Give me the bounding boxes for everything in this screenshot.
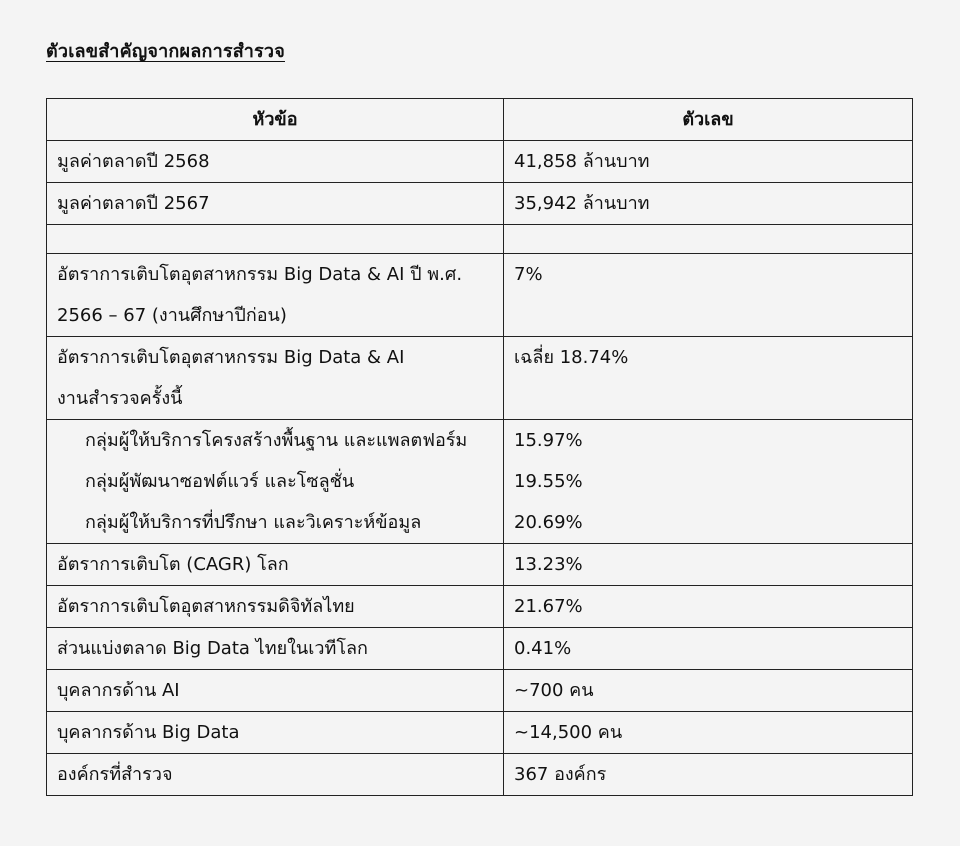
figure-text: 19.55% (514, 471, 583, 492)
figure-cell (504, 183, 913, 225)
topic-text: มูลค่าตลาดปี 2568 (57, 151, 210, 172)
topic-text: อัตราการเติบโต (CAGR) โลก (57, 554, 289, 575)
table-row (47, 712, 913, 754)
summary-table (46, 98, 913, 796)
topic-text: ส่วนแบ่งตลาด Big Data ไทยในเวทีโลก (57, 638, 368, 659)
topic-cell (47, 254, 504, 337)
column-header-topic: หัวข้อ (47, 99, 504, 141)
figure-text: 0.41% (514, 638, 572, 659)
table-row (47, 544, 913, 586)
figure-text: 7% (514, 264, 543, 285)
figure-cell (504, 141, 913, 183)
topic-cell (47, 183, 504, 225)
column-header-figure: ตัวเลข (504, 99, 913, 141)
topic-cell (47, 754, 504, 796)
figure-text: 41,858 ล้านบาท (514, 151, 650, 172)
topic-text: องค์กรที่สำรวจ (57, 764, 173, 785)
figure-cell (504, 670, 913, 712)
topic-cell (47, 712, 504, 754)
figure-cell (504, 586, 913, 628)
table-row (47, 141, 913, 183)
topic-text: กลุ่มผู้ให้บริการโครงสร้างพื้นฐาน และแพลตฟอร์ม (85, 430, 468, 451)
topic-cell (47, 586, 504, 628)
table-row (47, 337, 913, 420)
figure-cell (504, 754, 913, 796)
table-row (47, 183, 913, 225)
topic-text: งานสำรวจครั้งนี้ (57, 388, 183, 409)
table-row (47, 754, 913, 796)
topic-text: อัตราการเติบโตอุตสาหกรรม Big Data & AI ปี พ.ศ. (57, 264, 463, 285)
figure-text: 21.67% (514, 596, 583, 617)
figure-cell (504, 712, 913, 754)
figure-cell (504, 544, 913, 586)
topic-text: กลุ่มผู้ให้บริการที่ปรึกษา และวิเคราะห์ข้อมูล (85, 512, 422, 533)
figure-text: 367 องค์กร (514, 764, 607, 785)
figure-cell (504, 628, 913, 670)
topic-cell (47, 544, 504, 586)
table-row (47, 628, 913, 670)
table-row-spacer (47, 225, 913, 254)
topic-text: มูลค่าตลาดปี 2567 (57, 193, 210, 214)
table-row (47, 586, 913, 628)
figure-text: 15.97% (514, 430, 583, 451)
figure-text: เฉลี่ย 18.74% (514, 347, 629, 368)
figure-text: 35,942 ล้านบาท (514, 193, 650, 214)
topic-cell (47, 337, 504, 420)
topic-text: อัตราการเติบโตอุตสาหกรรมดิจิทัลไทย (57, 596, 355, 617)
topic-text: 2566 – 67 (งานศึกษาปีก่อน) (57, 305, 287, 326)
topic-cell (47, 141, 504, 183)
document-heading: ตัวเลขสำคัญจากผลการสำรวจ (46, 41, 285, 62)
topic-text: บุคลากรด้าน Big Data (57, 722, 240, 743)
figure-text: ~700 คน (514, 680, 594, 701)
figure-text: 13.23% (514, 554, 583, 575)
figure-cell (504, 337, 913, 420)
topic-cell (47, 670, 504, 712)
figure-text: 20.69% (514, 512, 583, 533)
table-row (47, 670, 913, 712)
topic-cell (47, 420, 504, 544)
topic-text: บุคลากรด้าน AI (57, 680, 180, 701)
table-body (47, 141, 913, 796)
topic-text: อัตราการเติบโตอุตสาหกรรม Big Data & AI (57, 347, 405, 368)
topic-cell (47, 225, 504, 254)
table-header-row (47, 99, 913, 141)
figure-text: ~14,500 คน (514, 722, 623, 743)
figure-cell (504, 420, 913, 544)
table-row (47, 420, 913, 544)
topic-cell (47, 628, 504, 670)
topic-text: กลุ่มผู้พัฒนาซอฟต์แวร์ และโซลูชั่น (85, 471, 355, 492)
figure-cell (504, 254, 913, 337)
table-row (47, 254, 913, 337)
figure-cell (504, 225, 913, 254)
